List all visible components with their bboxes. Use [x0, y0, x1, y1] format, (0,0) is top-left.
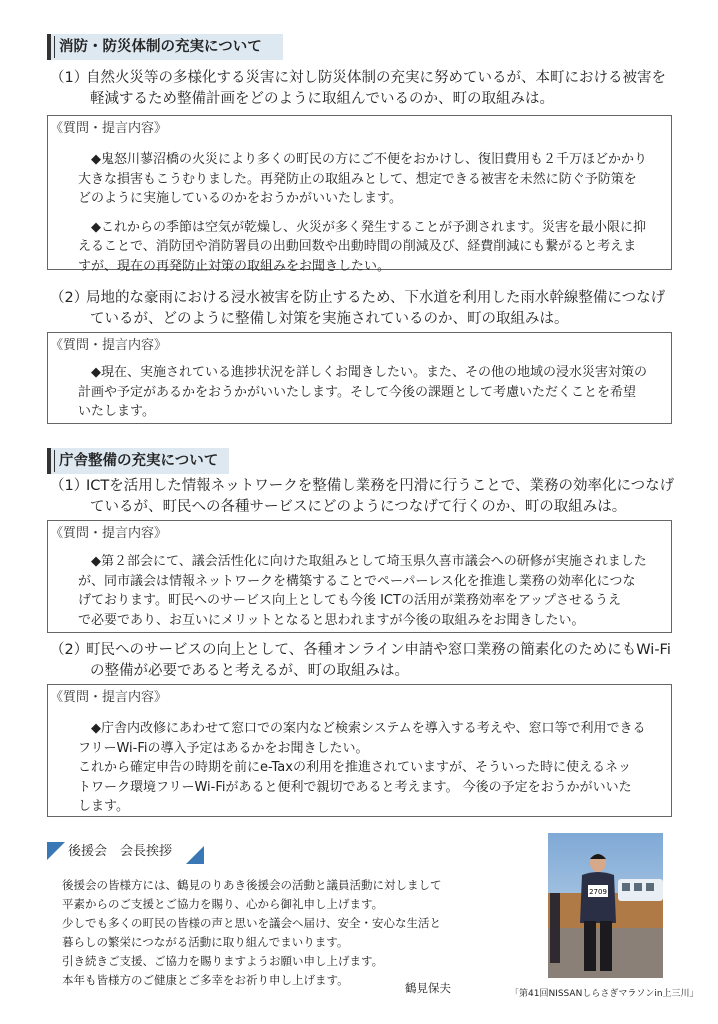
box-label: 《質問・提言内容》: [50, 121, 168, 136]
question-1-2: [50, 288, 690, 332]
greeting-line: 暮らしの繁栄につながる活動に取り組んでまいります。: [62, 935, 349, 949]
box-label: 《質問・提言内容》: [50, 338, 168, 353]
question-number: （1）: [50, 478, 89, 494]
paragraph-line: が、同市議会は情報ネットワークを構築することでペーパーレス化を推進し業務の効率化につな: [78, 573, 636, 589]
paragraph-line: えることで、消防団や消防署員の出動回数や出動時間の削減及び、経費削減にも繋がると考えま: [78, 239, 637, 254]
question-text-line2: 軽減するため整備計画をどのように取組んでいるのか、町の取組みは。: [90, 91, 554, 107]
paragraph-line: ◆現在、実施されている進捗状況を詳しくお聞きしたい。また、その他の地域の浸水災害対策の: [91, 365, 647, 380]
question-number: （1）: [50, 70, 89, 86]
paragraph-line: すが、現在の再発防止対策の取組みをお聞きしたい。: [78, 258, 391, 274]
paragraph-line: で必要であり、お互いにメリットとなると思われますが今後の取組みをお聞きしたい。: [78, 612, 585, 628]
paragraph-line: いたします。: [78, 404, 155, 419]
triangle-left-icon: [47, 842, 65, 860]
question-text-line1: ICTを活用した情報ネットワークを整備し業務を円滑に行うことで、業務の効率化につなげ: [86, 478, 675, 494]
greeting-body: [62, 876, 442, 990]
greeting-line: 引き続きご支援、ご協力を賜りますようお願い申し上げます。: [62, 954, 384, 968]
question-text-line2: の整備が必要であると考えるが、町の取組みは。: [90, 663, 409, 679]
question-text-line2: ているが、どのように整備し対策を実施されているのか、町の取組みは。: [90, 311, 569, 327]
question-2-1: [50, 476, 690, 520]
question-2-2: [50, 640, 690, 684]
paragraph-line: フリーWi-Fiの導入予定はあるかをお聞きしたい。: [78, 740, 369, 756]
greeting-line: 本年も皆様方のご健康とご多幸をお祈り申し上げます。: [62, 973, 349, 987]
paragraph-line: これから確定申告の時期を前にe-Taxの利用を推進されていますが、そういった時に使えるネッ: [78, 760, 631, 775]
paragraph-line: トワーク環境フリーWi-Fiがあると便利で親切であると考えます。 今後の予定をおうかがいいた: [78, 779, 632, 795]
question-text-line2: ているが、町民への各種サービスにどのようにつなげて行くのか、町の取組みは。: [90, 499, 627, 515]
paragraph-line: どのように実施しているのかをおうかがいいたします。: [78, 191, 402, 206]
greeting-line: 後援会の皆様方には、鶴見のりあき後援会の活動と議員活動に対しまして: [62, 878, 442, 892]
question-text-line1: 局地的な豪雨における浸水被害を防止するため、下水道を利用した雨水幹線整備につなげ: [86, 290, 666, 306]
paragraph-line: します。: [78, 799, 129, 814]
greeting-line: 平素からのご支援とご協力を賜り、心から御礼申し上げます。: [62, 897, 384, 911]
paragraph-line: 計画や予定があるかをおうかがいいたします。そして今後の課題として考慮いただくことを希望: [78, 384, 636, 400]
paragraph-line: げております。町民へのサービス向上としても今後 ICTの活用が業務効率をアップさせるうえ: [78, 593, 622, 608]
question-text-line1: 自然火災等の多様化する災害に対し防災体制の充実に努めているが、本町における被害を: [86, 70, 666, 86]
proposal-box-2-2: [47, 684, 672, 817]
box-label: 《質問・提言内容》: [50, 690, 168, 705]
paragraph-line: ◆これからの季節は空気が乾燥し、火災が多く発生することが予測されます。災害を最小限に抑: [91, 219, 646, 235]
paragraph-line: ◆庁舎内改修にあわせて窓口での案内など検索システムを導入する考えや、窓口等で利用できる: [91, 721, 646, 736]
greeting-line: 少しでも多くの町民の皆様の声と思いを議会へ届け、安全・安心な生活と: [62, 916, 442, 930]
question-1-1: [50, 68, 690, 112]
section-title-government-building: 庁舎整備の充実について: [47, 448, 229, 474]
paragraph-line: ◆第２部会にて、議会活性化に向けた取組みとして埼玉県久喜市議会への研修が実施されました: [91, 554, 647, 569]
proposal-box-1-2: [47, 332, 672, 424]
photo-caption: 「第41回NISSANしらさぎマラソンin上三川」: [510, 989, 699, 999]
marathon-photo: [548, 833, 663, 978]
proposal-box-1-1: [47, 115, 672, 274]
paragraph-line: ◆鬼怒川蓼沼橋の火災により多くの町民の方にご不便をおかけし、復旧費用も２千万ほどかかり: [91, 152, 647, 167]
section-title-fire-disaster: 消防・防災体制の充実について: [47, 34, 283, 60]
question-text-line1: 町民へのサービスの向上として、各種オンライン申請や窓口業務の簡素化のためにもWi-Fi: [86, 642, 671, 658]
box-label: 《質問・提言内容》: [50, 526, 168, 541]
triangle-right-icon: [186, 846, 204, 864]
paragraph-line: 大きな損害もこうむりました。再発防止の取組みとして、想定できる被害を未然に防ぐ予防策を: [78, 171, 637, 187]
proposal-box-2-1: [47, 520, 672, 633]
bib-number: 2709: [589, 888, 607, 896]
greeting-title: 後援会 会長挨拶: [68, 844, 173, 859]
signature: 鶴見保夫: [405, 981, 451, 995]
question-number: （2）: [50, 642, 89, 658]
question-number: （2）: [50, 290, 89, 306]
